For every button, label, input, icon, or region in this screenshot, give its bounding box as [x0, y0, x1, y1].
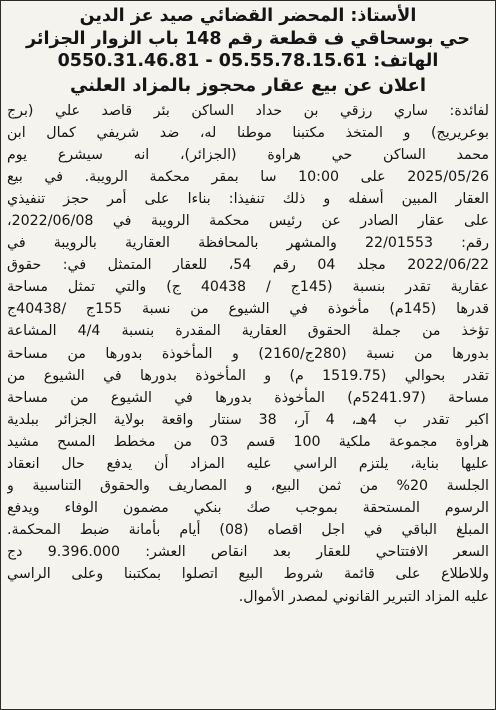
notice-line: على عقار الصادر عن رئيس محكمة الرويبة في 2022/06/08،	[7, 212, 489, 229]
notice-line: وللاطلاع على قائمة شروط البيع اتصلوا بمكتبنا وعلى الراسي	[7, 566, 489, 583]
notice-line: هراوة مجموعة ملكية 100 قسم 03 من مخطط المسح مشيد	[7, 433, 489, 450]
notice-line: 2025/05/26 على 10:00 سا بمقر محكمة الرويبة. في بيع	[7, 168, 489, 185]
notice-line: قدرها (145م) مأخوذة في الشيوع من نسبة 155ج /40438ج	[7, 301, 489, 318]
notice-line: مساحة (5241.97م) المأخوذة بدورها في الشيوع من مساحة	[7, 389, 489, 406]
notice-line: 2022/06/22 مجلد 04 رقم 54، للعقار المتمثل في: حقوق	[7, 257, 489, 274]
announcement-title: اعلان عن بيع عقار محجوز بالمزاد العلني	[69, 74, 427, 96]
notice-line: لفائدة: ساري رزقي بن حداد الساكن بئر قاصد علي (برج	[7, 102, 489, 119]
notice-line: الرسوم المستحقة بموجب صك بنكي مضمون الوفاء ويدفع	[7, 500, 489, 517]
notice-line: عليها بناية، يلتزم الراسي عليه المزاد أن يدفع حال انعقاد	[7, 456, 489, 472]
opening-price-line: السعر الافتتاحي للعقار بعد انقاص العشر: 9.396.000 دج	[7, 544, 489, 561]
bailiff-name-heading: الأستاذ: المحضر القضائي صيد عز الدين	[79, 6, 417, 26]
notice-line: عليه المزاد التبرير القانوني لمصدر الأموال.	[238, 588, 489, 605]
notice-line: العقار المبين أسفله و ذلك تنفيذا: بناءا على أمر حجز تنفيذي	[7, 190, 489, 207]
bailiff-address-heading: حي بوسحاقي ف قطعة رقم 148 باب الزوار الجزائر	[26, 28, 470, 49]
notice-line: رقم: 22/01553 والمشهر بالمحافظة العقارية بالرويبة في	[7, 235, 489, 252]
notice-line: محمد الساكن حي هراوة (الجزائر)، انه سيشرع يوم	[7, 146, 489, 163]
notice-line: الجلسة 20% من ثمن البيع، و المصاريف والحقوق التناسبية و	[7, 478, 489, 495]
notice-line: تؤخذ من جملة الحقوق العقارية المقدرة بنسبة 4/4 المشاعة	[7, 323, 489, 340]
notice-body	[7, 100, 489, 608]
notice-line: بدورها من نسبة (280ج/2160) و المأخوذة بدورها من مساحة	[7, 345, 489, 362]
bailiff-phone-heading: الهاتف: 05.55.78.15.61 - 0550.31.46.81	[57, 51, 439, 71]
notice-line: المبلغ الباقي في اجل اقصاه (08) أيام بأمانة ضبط المحكمة.	[7, 522, 489, 539]
notice-line: بوعريريج) و المتخذ مكتبنا موطنا له، ضد شريفي كمال ابن	[7, 124, 489, 141]
notice-line: عقارية تقدر بنسبة (145ج / 40438 ج) والتي تمثل مساحة	[7, 279, 489, 296]
notice-line: اكبر تقدر ب 4هـ، 4 آر، 38 سنتار واقعة بولاية الجزائر ببلدية	[7, 411, 489, 428]
notice-line: تقدر بحوالي (1519.75 م) و المأخوذة بدورها في الشيوع من	[7, 367, 489, 384]
